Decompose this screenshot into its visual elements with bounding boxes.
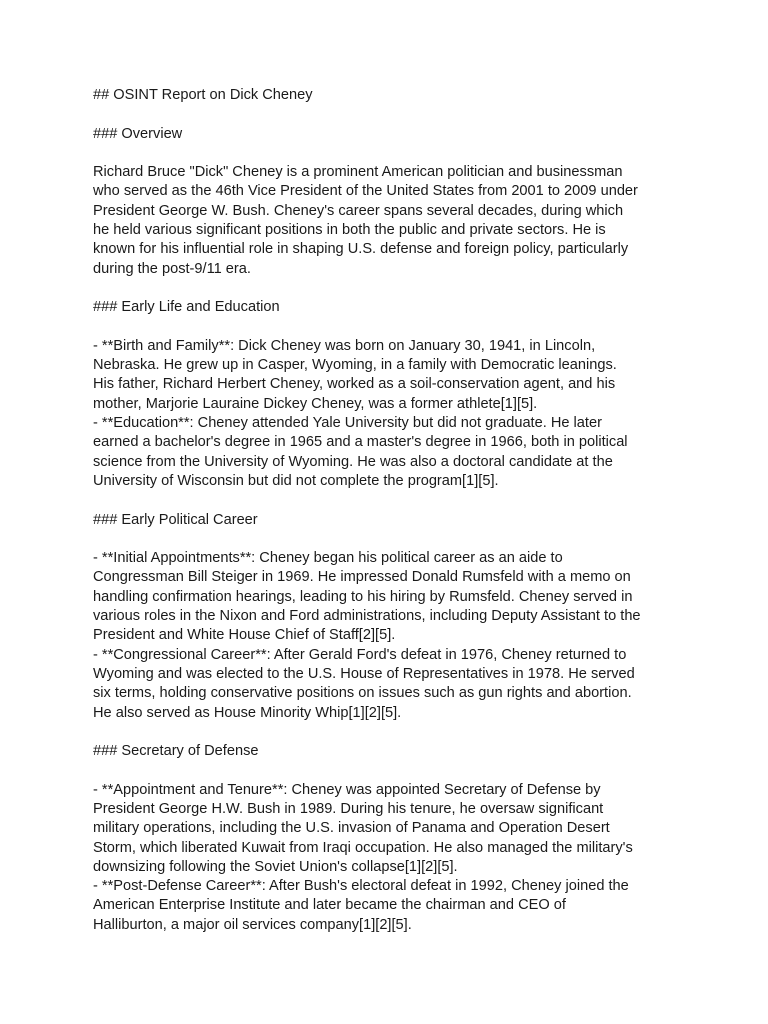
text-line: - **Initial Appointments**: Cheney began his political career as an aide to	[93, 550, 563, 567]
text-line: University of Wisconsin but did not complete the program[1][5].	[93, 472, 499, 489]
text-line: downsizing following the Soviet Union's collapse[1][2][5].	[93, 858, 458, 875]
early-political-career-paragraph	[93, 549, 693, 723]
text-line: Wyoming and was elected to the U.S. House of Representatives in 1978. He served	[93, 665, 635, 682]
text-line: - **Post-Defense Career**: After Bush's electoral defeat in 1992, Cheney joined the	[93, 878, 629, 895]
text-line: - **Education**: Cheney attended Yale University but did not graduate. He later	[93, 415, 602, 432]
text-line: Congressman Bill Steiger in 1969. He impressed Donald Rumsfeld with a memo on	[93, 569, 631, 586]
text-line: President George H.W. Bush in 1989. During his tenure, he oversaw significant	[93, 800, 604, 817]
document-body	[93, 86, 693, 935]
spacer	[93, 530, 693, 549]
section-heading-secretary-of-defense: ### Secretary of Defense	[93, 743, 259, 760]
text-line: - **Appointment and Tenure**: Cheney was appointed Secretary of Defense by	[93, 781, 601, 798]
text-line: - **Congressional Career**: After Gerald Ford's defeat in 1976, Cheney returned to	[93, 646, 627, 663]
text-line: he held various significant positions in both the public and private sectors. He is	[93, 222, 606, 239]
spacer	[93, 491, 693, 510]
secretary-of-defense-paragraph	[93, 781, 693, 935]
text-line: earned a bachelor's degree in 1965 and a master's degree in 1966, both in political	[93, 434, 628, 451]
text-line: American Enterprise Institute and later became the chairman and CEO of	[93, 897, 566, 914]
spacer	[93, 723, 693, 742]
spacer	[93, 144, 693, 163]
spacer	[93, 105, 693, 124]
text-line: science from the University of Wyoming. He was also a doctoral candidate at the	[93, 453, 613, 470]
text-line: six terms, holding conservative positions on issues such as gun rights and abortion.	[93, 685, 632, 702]
report-title: ## OSINT Report on Dick Cheney	[93, 87, 313, 103]
text-line: military operations, including the U.S. invasion of Panama and Operation Desert	[93, 820, 610, 837]
text-line: known for his influential role in shaping U.S. defense and foreign policy, particularly	[93, 241, 629, 258]
spacer	[93, 279, 693, 298]
spacer	[93, 318, 693, 337]
section-heading-overview: ### Overview	[93, 125, 183, 142]
text-line: Nebraska. He grew up in Casper, Wyoming, in a family with Democratic leanings.	[93, 357, 617, 374]
text-line: Storm, which liberated Kuwait from Iraqi occupation. He also managed the military's	[93, 839, 633, 856]
overview-paragraph	[93, 163, 693, 279]
text-line: His father, Richard Herbert Cheney, worked as a soil-conservation agent, and his	[93, 376, 616, 393]
early-life-paragraph	[93, 337, 693, 491]
text-line: during the post-9/11 era.	[93, 260, 251, 277]
text-line: various roles in the Nixon and Ford administrations, including Deputy Assistant to the	[93, 608, 641, 625]
text-line: who served as the 46th Vice President of the United States from 2001 to 2009 under	[93, 183, 638, 200]
text-line: President and White House Chief of Staff[2][5].	[93, 627, 396, 644]
section-heading-early-life: ### Early Life and Education	[93, 299, 280, 316]
text-line: - **Birth and Family**: Dick Cheney was born on January 30, 1941, in Lincoln,	[93, 337, 596, 354]
text-line: President George W. Bush. Cheney's career spans several decades, during which	[93, 202, 624, 219]
text-line: mother, Marjorie Lauraine Dickey Cheney, was a former athlete[1][5].	[93, 395, 538, 412]
text-line: handling confirmation hearings, leading to his hiring by Rumsfeld. Cheney served in	[93, 588, 633, 605]
text-line: Richard Bruce "Dick" Cheney is a prominent American politician and businessman	[93, 164, 623, 181]
text-line: Halliburton, a major oil services company[1][2][5].	[93, 916, 412, 933]
spacer	[93, 761, 693, 780]
text-line: He also served as House Minority Whip[1][2][5].	[93, 704, 402, 721]
section-heading-early-political-career: ### Early Political Career	[93, 511, 258, 528]
